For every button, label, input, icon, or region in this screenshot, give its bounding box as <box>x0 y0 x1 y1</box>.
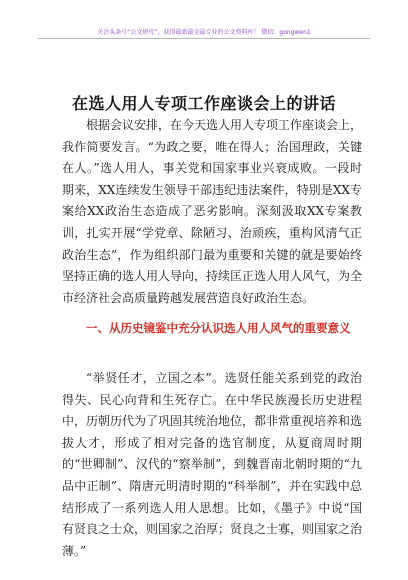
section-heading-1: 一、从历史镜鉴中充分认识选人用人风气的重要意义 <box>86 321 351 335</box>
header-divider <box>38 38 370 39</box>
document-title: 在选人用人专项工作座谈会上的讲话 <box>71 93 336 113</box>
header-note: 关注头条号“公文研究”，获得最新最全最专业的公文资料库！ 微信：gongwen1 <box>97 29 311 36</box>
section-1-paragraph: “举贤任才，立国之本”。选贤任能关系到党的政治得失、民心向背和生死存亡。在中华民族漫长历史进程中，历朝历代为了巩固其统治地位，都非常重视培养和选拔人才，形成了相对完备的选官制度，从夏商周时期的“世卿制”、汉代的“察举制”，到魏晋南北朝时期的“九品中正制”、隋唐元明清时期的“科举制”，并在实践中总结形成了一系列选人用人思想。比如，《墨子》中说“国有贤良之士众，则国家之治厚；贤良之士寡，则国家之治薄。” <box>62 371 362 558</box>
opening-paragraph: 根据会议安排，在今天选人用人专项工作座谈会上，我作简要发言。“为政之要，唯在得人；治国理政，关键在人。”选人用人，事关党和国家事业兴衰成败。一段时期来，XX连续发生领导干部违纪违法案件，特别是XX专案给XX政治生态造成了恶劣影响。深刻汲取XX专案教训，扎实开展“学党章、除陋习、治顽疾，重构风清气正政治生态”，作为组织部门最为重要和关键的就是要始终坚持正确的选人用人导向，持续匡正选人用人风气，为全市经济社会高质量跨越发展营造良好政治生态。 <box>62 118 363 305</box>
